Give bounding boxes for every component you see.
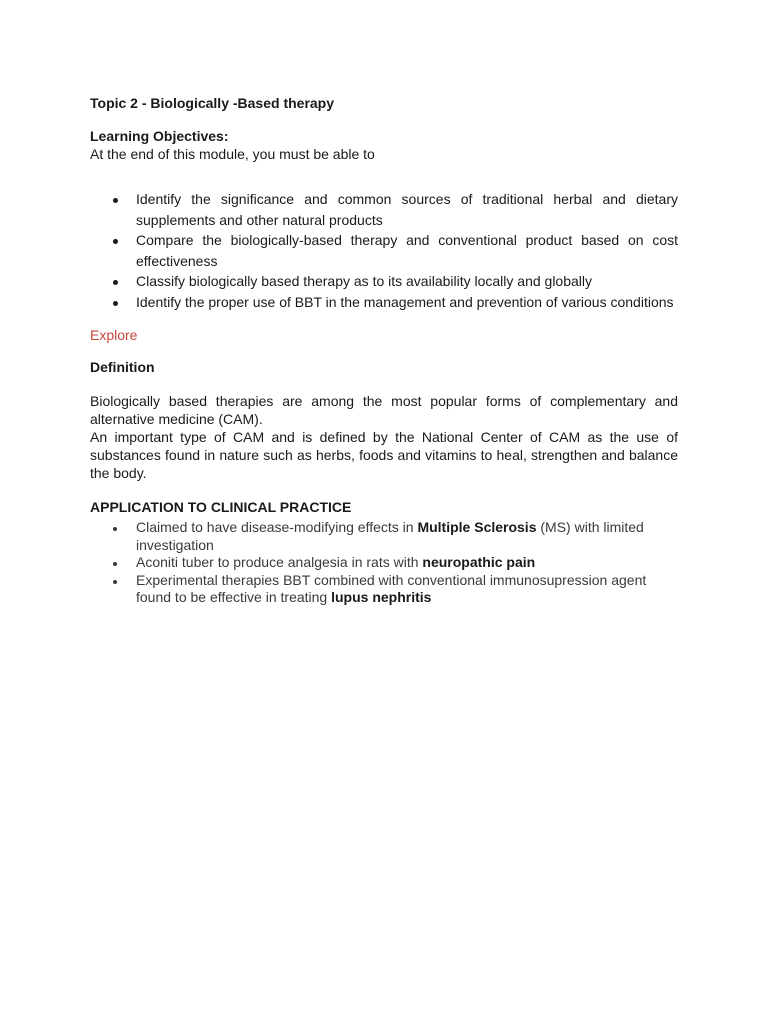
- application-item: [90, 519, 656, 554]
- application-text: Claimed to have disease-modifying effects in: [136, 519, 418, 535]
- application-emphasis: Multiple Sclerosis: [417, 519, 537, 535]
- document-page: [90, 94, 678, 607]
- application-heading: APPLICATION TO CLINICAL PRACTICE: [90, 499, 352, 515]
- learning-objectives-list: [90, 189, 678, 312]
- objective-item: Classify biologically based therapy as to its availability locally and globally: [90, 271, 678, 292]
- objective-item: Compare the biologically-based therapy and conventional product based on cost effectiveness: [90, 230, 678, 271]
- definition-heading: Definition: [90, 359, 155, 375]
- learning-objectives-intro: At the end of this module, you must be able to: [90, 146, 375, 162]
- definition-paragraph: An important type of CAM and is defined by the National Center of CAM as the use of substances found in nature such as herbs, foods and vitamins to heal, strengthen and balance the body.: [90, 429, 678, 481]
- learning-objectives-heading: Learning Objectives:: [90, 128, 229, 144]
- application-emphasis: neuropathic pain: [422, 554, 536, 570]
- definition-paragraph: Biologically based therapies are among the most popular forms of complementary and alternative medicine (CAM).: [90, 393, 678, 427]
- application-text: Aconiti tuber to produce analgesia in rats with: [136, 554, 423, 570]
- application-item: [90, 554, 656, 572]
- objective-item: Identify the proper use of BBT in the management and prevention of various conditions: [90, 292, 678, 313]
- application-emphasis: lupus nephritis: [331, 589, 432, 605]
- topic-title: Topic 2 - Biologically -Based therapy: [90, 95, 335, 111]
- application-text: (MS) with limited investigation: [136, 519, 644, 553]
- application-text: Experimental therapies BBT combined with conventional immunosupression agent found to be effective in treating: [136, 571, 647, 605]
- explore-link[interactable]: Explore: [90, 327, 138, 343]
- application-item: [90, 572, 656, 607]
- application-list: [90, 519, 678, 607]
- objective-item: Identify the significance and common sources of traditional herbal and dietary supplements and other natural products: [90, 189, 678, 230]
